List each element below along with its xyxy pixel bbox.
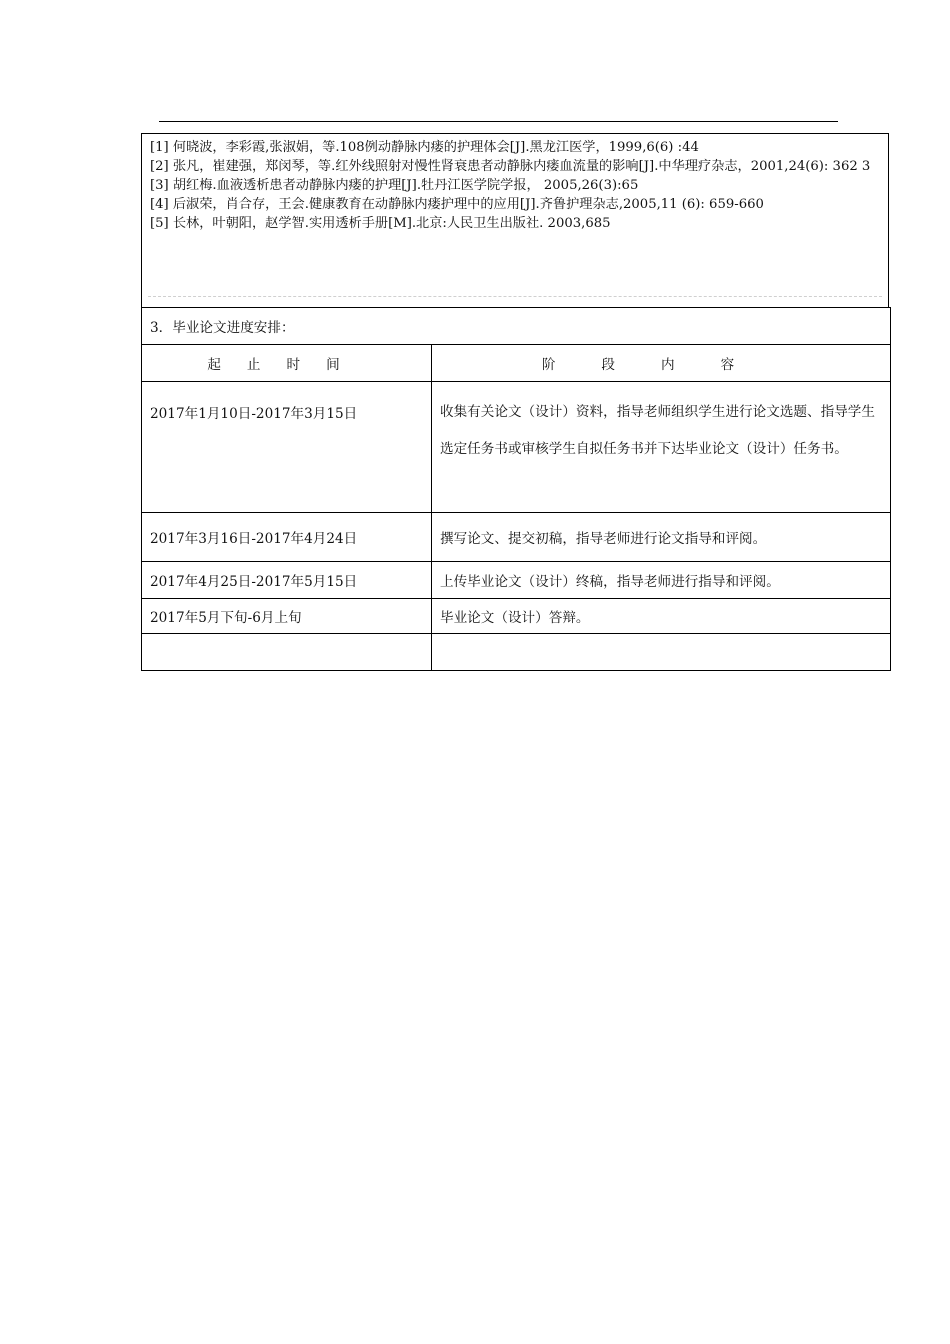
row-time: 2017年1月10日-2017年3月15日 — [142, 382, 432, 513]
table-row — [142, 599, 891, 634]
row-content: 撰写论文、提交初稿，指导老师进行论文指导和评阅。 — [432, 513, 891, 562]
table-row — [142, 513, 891, 562]
header-rule — [159, 121, 838, 122]
header-content-cell — [432, 345, 891, 382]
schedule-table — [141, 307, 891, 671]
table-row-empty — [142, 634, 891, 671]
schedule-section-title: 3．毕业论文进度安排： — [142, 308, 891, 345]
header-time-label: 起止时间 — [207, 357, 366, 373]
row-time — [142, 634, 432, 671]
row-time: 2017年4月25日-2017年5月15日 — [142, 562, 432, 599]
reference-item-2: [2] 张凡，崔建强，郑闵琴，等.红外线照射对慢性肾衰患者动静脉内瘘血流量的影响[J].中华理疗杂志，2001,24(6): 362 3 — [150, 159, 871, 174]
row-time: 2017年3月16日-2017年4月24日 — [142, 513, 432, 562]
row-content: 上传毕业论文（设计）终稿，指导老师进行指导和评阅。 — [432, 562, 891, 599]
references-box — [141, 133, 889, 307]
references-list — [142, 134, 888, 233]
dashed-divider — [148, 296, 882, 297]
reference-item-3: [3] 胡红梅.血液透析患者动静脉内瘘的护理[J].牡丹江医学院学报， 2005,26(3):65 — [150, 178, 639, 193]
reference-item-4: [4] 后淑荣，肖合存，王会.健康教育在动静脉内瘘护理中的应用[J].齐鲁护理杂志,2005,11 (6): 659-660 — [150, 197, 764, 212]
header-content-label: 阶段内容 — [541, 357, 781, 373]
header-time-cell — [142, 345, 432, 382]
row-content: 毕业论文（设计）答辩。 — [432, 599, 891, 634]
row-content: 收集有关论文（设计）资料，指导老师组织学生进行论文选题、指导学生选定任务书或审核学生自拟任务书并下达毕业论文（设计）任务书。 — [432, 382, 891, 513]
table-row — [142, 562, 891, 599]
reference-item-1: [1] 何晓波，李彩霞,张淑娟，等.108例动静脉内瘘的护理体会[J].黑龙江医学，1999,6(6) :44 — [150, 140, 699, 155]
reference-item-5: [5] 长林，叶朝阳，赵学智.实用透析手册[M].北京:人民卫生出版社. 2003,685 — [150, 216, 611, 231]
table-row — [142, 382, 891, 513]
row-time: 2017年5月下旬-6月上旬 — [142, 599, 432, 634]
row-content — [432, 634, 891, 671]
